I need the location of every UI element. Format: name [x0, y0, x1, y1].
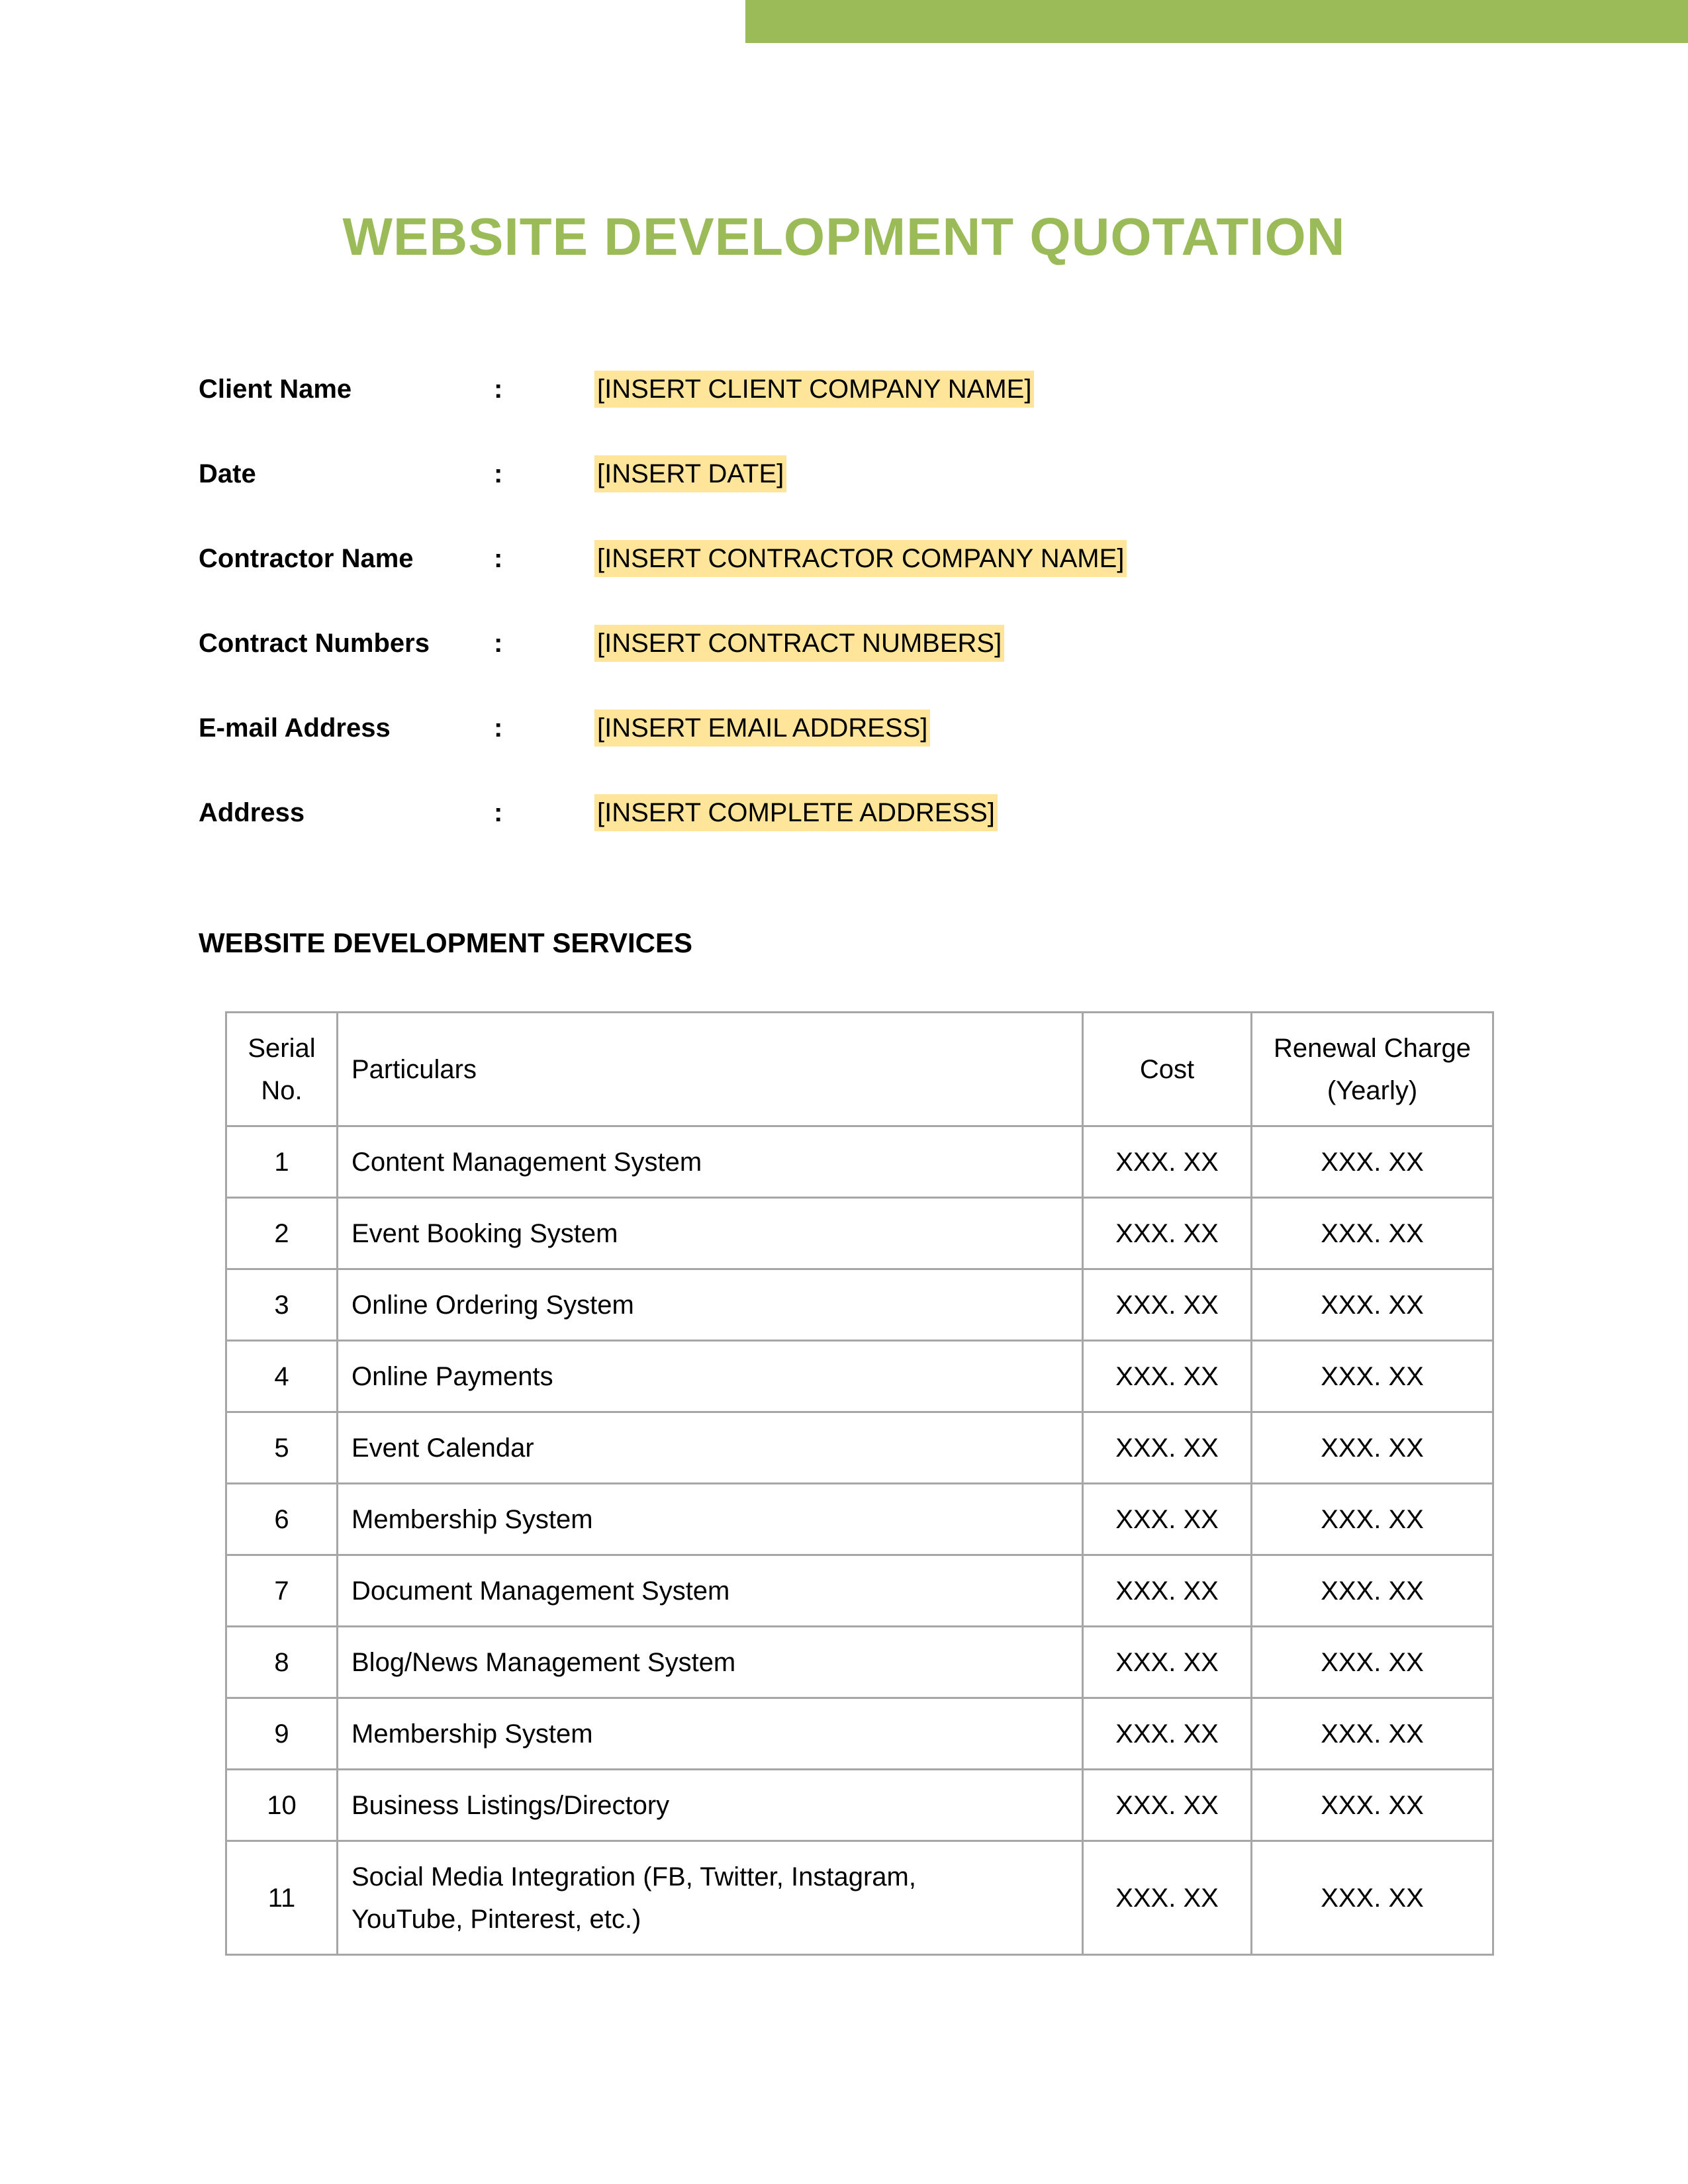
- table-row: [226, 1555, 1493, 1627]
- particulars-line: Online Ordering System: [352, 1290, 634, 1320]
- cell-particulars: [338, 1698, 1083, 1770]
- column-header-serial: Serial No.: [226, 1013, 338, 1126]
- cell-particulars: [338, 1770, 1083, 1841]
- column-header-renewal: Renewal Charge (Yearly): [1252, 1013, 1493, 1126]
- table-row: [226, 1841, 1493, 1955]
- field-placeholder-value: [INSERT DATE]: [594, 455, 786, 492]
- particulars-line: Event Booking System: [352, 1218, 618, 1248]
- cell-serial-no: 3: [226, 1269, 338, 1341]
- cell-particulars: [338, 1412, 1083, 1484]
- cell-cost: XXX. XX: [1083, 1412, 1252, 1484]
- particulars-line: Social Media Integration (FB, Twitter, Instagram,: [352, 1862, 916, 1891]
- field-placeholder-value: [INSERT EMAIL ADDRESS]: [594, 709, 930, 747]
- cell-cost: XXX. XX: [1083, 1770, 1252, 1841]
- field-colon: :: [494, 629, 503, 658]
- cell-cost: XXX. XX: [1083, 1269, 1252, 1341]
- cell-serial-no: 2: [226, 1198, 338, 1269]
- field-label: E-mail Address: [199, 713, 391, 743]
- field-placeholder-value: [INSERT COMPLETE ADDRESS]: [594, 794, 998, 831]
- cell-cost: XXX. XX: [1083, 1555, 1252, 1627]
- particulars-line: Membership System: [352, 1504, 593, 1534]
- table-row: [226, 1627, 1493, 1698]
- field-label: Client Name: [199, 375, 352, 404]
- cell-renewal-charge: XXX. XX: [1252, 1484, 1493, 1555]
- cell-renewal-charge: XXX. XX: [1252, 1126, 1493, 1198]
- table-row: [226, 1698, 1493, 1770]
- particulars-line: Content Management System: [352, 1147, 702, 1177]
- cell-serial-no: 9: [226, 1698, 338, 1770]
- table-header-row: [226, 1013, 1493, 1126]
- services-table: [225, 1011, 1494, 1956]
- field-label: Contract Numbers: [199, 629, 430, 658]
- cell-renewal-charge: XXX. XX: [1252, 1770, 1493, 1841]
- field-label: Contractor Name: [199, 544, 414, 573]
- cell-renewal-charge: XXX. XX: [1252, 1627, 1493, 1698]
- cell-cost: XXX. XX: [1083, 1341, 1252, 1412]
- cell-particulars: [338, 1627, 1083, 1698]
- table-row: [226, 1484, 1493, 1555]
- particulars-line: Document Management System: [352, 1576, 730, 1606]
- particulars-line: Online Payments: [352, 1361, 553, 1391]
- document-title: WEBSITE DEVELOPMENT QUOTATION: [342, 207, 1346, 266]
- table-row: [226, 1126, 1493, 1198]
- particulars-line: Business Listings/Directory: [352, 1790, 670, 1820]
- cell-renewal-charge: XXX. XX: [1252, 1198, 1493, 1269]
- cell-particulars: [338, 1484, 1083, 1555]
- top-accent-bar: [745, 0, 1688, 43]
- field-label: Address: [199, 798, 305, 827]
- column-header-cost: Cost: [1083, 1013, 1252, 1126]
- particulars-line: Blog/News Management System: [352, 1647, 736, 1677]
- particulars-line: Event Calendar: [352, 1433, 534, 1463]
- cell-renewal-charge: XXX. XX: [1252, 1412, 1493, 1484]
- cell-renewal-charge: XXX. XX: [1252, 1555, 1493, 1627]
- cell-serial-no: 7: [226, 1555, 338, 1627]
- cell-cost: XXX. XX: [1083, 1698, 1252, 1770]
- cell-cost: XXX. XX: [1083, 1627, 1252, 1698]
- particulars-line: YouTube, Pinterest, etc.): [352, 1904, 641, 1934]
- table-row: [226, 1412, 1493, 1484]
- cell-renewal-charge: XXX. XX: [1252, 1341, 1493, 1412]
- cell-particulars: [338, 1269, 1083, 1341]
- cell-serial-no: 4: [226, 1341, 338, 1412]
- cell-serial-no: 5: [226, 1412, 338, 1484]
- field-placeholder-value: [INSERT CONTRACT NUMBERS]: [594, 625, 1004, 662]
- cell-renewal-charge: XXX. XX: [1252, 1841, 1493, 1955]
- field-placeholder-value: [INSERT CONTRACTOR COMPANY NAME]: [594, 540, 1127, 577]
- cell-particulars: [338, 1841, 1083, 1955]
- cell-renewal-charge: XXX. XX: [1252, 1698, 1493, 1770]
- field-colon: :: [494, 798, 503, 827]
- field-colon: :: [494, 713, 503, 743]
- column-header-particulars: Particulars: [338, 1013, 1083, 1126]
- cell-particulars: [338, 1341, 1083, 1412]
- field-colon: :: [494, 375, 503, 404]
- field-label: Date: [199, 459, 256, 488]
- field-colon: :: [494, 459, 503, 488]
- table-row: [226, 1198, 1493, 1269]
- services-heading: WEBSITE DEVELOPMENT SERVICES: [199, 927, 693, 958]
- table-row: [226, 1341, 1493, 1412]
- table-row: [226, 1770, 1493, 1841]
- cell-cost: XXX. XX: [1083, 1126, 1252, 1198]
- cell-cost: XXX. XX: [1083, 1484, 1252, 1555]
- cell-particulars: [338, 1126, 1083, 1198]
- cell-serial-no: 8: [226, 1627, 338, 1698]
- table-row: [226, 1269, 1493, 1341]
- cell-particulars: [338, 1198, 1083, 1269]
- cell-cost: XXX. XX: [1083, 1198, 1252, 1269]
- cell-serial-no: 1: [226, 1126, 338, 1198]
- particulars-line: Membership System: [352, 1719, 593, 1749]
- field-colon: :: [494, 544, 503, 573]
- field-placeholder-value: [INSERT CLIENT COMPANY NAME]: [594, 371, 1034, 408]
- cell-serial-no: 10: [226, 1770, 338, 1841]
- cell-cost: XXX. XX: [1083, 1841, 1252, 1955]
- cell-particulars: [338, 1555, 1083, 1627]
- cell-serial-no: 6: [226, 1484, 338, 1555]
- cell-renewal-charge: XXX. XX: [1252, 1269, 1493, 1341]
- cell-serial-no: 11: [226, 1841, 338, 1955]
